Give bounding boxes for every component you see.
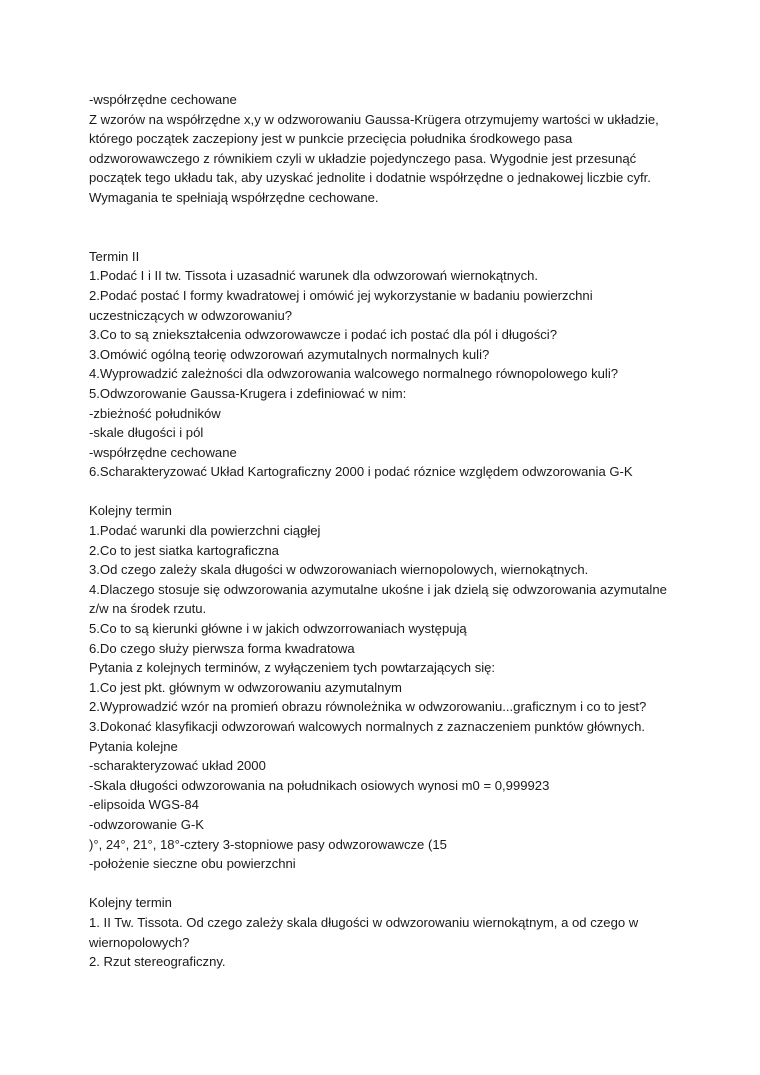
question-line: 2.Wyprowadzić wzór na promień obrazu równoleżnika w odwzorowaniu...graficznym i co to jest? — [89, 699, 647, 715]
question-line: wiernopolowych? — [89, 934, 190, 950]
question-line: 4.Wyprowadzić zależności dla odwzorowania walcowego normalnego równopolowego kuli? — [89, 366, 619, 382]
question-line: 2.Podać postać I formy kwadratowej i omówić jej wykorzystanie w badaniu powierzchni — [89, 287, 593, 303]
text-line: -współrzędne cechowane — [89, 92, 237, 107]
question-line: 3.Od czego zależy skala długości w odwzorowaniach wiernopolowych, wiernokątnych. — [89, 562, 589, 578]
termin-ii-section — [89, 247, 669, 482]
text-line: Wymagania te spełniają współrzędne cechowane. — [89, 189, 379, 205]
question-line: 2.Co to jest siatka kartograficzna — [89, 542, 279, 558]
question-line: 3.Co to są zniekształcenia odwzorowawcze i podać ich postać dla pól i długości? — [89, 327, 557, 343]
text-line: odzworowawczego z równikiem czyli w układzie pojedynczego pasa. Wygodnie jest przesunąć — [89, 150, 637, 166]
question-line: )°, 24°, 21°, 18°-cztery 3-stopniowe pasy odwzorowawcze (15 — [89, 836, 447, 852]
text-line: początek tego układu tak, aby uzyskać jednolite i dodatnie współrzędne o jednakowej liczbie cyfr. — [89, 170, 651, 186]
question-line: 1.Co jest pkt. głównym w odwzorowaniu azymutalnym — [89, 679, 402, 695]
question-line: Pytania z kolejnych terminów, z wyłączeniem tych powtarzających się: — [89, 660, 496, 676]
text-line: którego początek zaczepiony jest w punkcie przecięcia południka środkowego pasa — [89, 131, 573, 147]
question-line: -współrzędne cechowane — [89, 444, 237, 460]
question-line: 5.Co to są kierunki główne i w jakich odwzorrowaniach występują — [89, 621, 467, 637]
section-heading: Kolejny termin — [89, 895, 172, 911]
kolejny-termin-section-2 — [89, 893, 669, 971]
question-line: uczestniczących w odwzorowaniu? — [89, 307, 293, 323]
question-line: z/w na środek rzutu. — [89, 601, 207, 617]
question-line: 2. Rzut stereograficzny. — [89, 954, 226, 970]
question-line: 4.Dlaczego stosuje się odwzorowania azymutalne ukośne i jak dzielą się odwzorowania azymutalne — [89, 581, 667, 597]
kolejny-termin-section-1 — [89, 501, 669, 873]
question-line: 1.Podać I i II tw. Tissota i uzasadnić warunek dla odwzorowań wiernokątnych. — [89, 268, 539, 284]
spacer — [89, 482, 669, 502]
question-line: 1.Podać warunki dla powierzchni ciągłej — [89, 523, 321, 539]
question-line: 1. II Tw. Tissota. Od czego zależy skala długości w odwzorowaniu wiernokątnym, a od czego w — [89, 914, 639, 930]
question-line: -scharakteryzować układ 2000 — [89, 758, 266, 774]
section-heading: Kolejny termin — [89, 503, 172, 519]
section-heading: Termin II — [89, 248, 140, 264]
question-line: 3.Dokonać klasyfikacji odwzorowań walcowych normalnych z zaznaczeniem punktów głównych. — [89, 719, 646, 734]
spacer — [89, 208, 669, 247]
question-line: 6.Do czego służy pierwsza forma kwadratowa — [89, 640, 355, 656]
document-body — [89, 90, 669, 972]
question-line: 5.Odwzorowanie Gaussa-Krugera i zdefiniować w nim: — [89, 385, 407, 401]
question-line: -Skala długości odwzorowania na południkach osiowych wynosi m0 = 0,999923 — [89, 777, 550, 793]
intro-section — [89, 90, 669, 208]
question-line: -skale długości i pól — [89, 425, 204, 441]
question-line: -położenie sieczne obu powierzchni — [89, 856, 296, 872]
text-line: Z wzorów na współrzędne x,y w odzworowaniu Gaussa-Krügera otrzymujemy wartości w układzie, — [89, 111, 659, 127]
question-line: -odwzorowanie G-K — [89, 816, 204, 832]
question-line: -elipsoida WGS-84 — [89, 797, 199, 813]
question-line: -zbieżność południków — [89, 405, 221, 421]
question-line: 3.Omówić ogólną teorię odwzorowań azymutalnych normalnych kuli? — [89, 346, 490, 362]
question-line: 6.Scharakteryzować Układ Kartograficzny 2000 i podać róznice względem odwzorowania G-K — [89, 464, 633, 480]
spacer — [89, 874, 669, 894]
question-line: Pytania kolejne — [89, 738, 178, 754]
